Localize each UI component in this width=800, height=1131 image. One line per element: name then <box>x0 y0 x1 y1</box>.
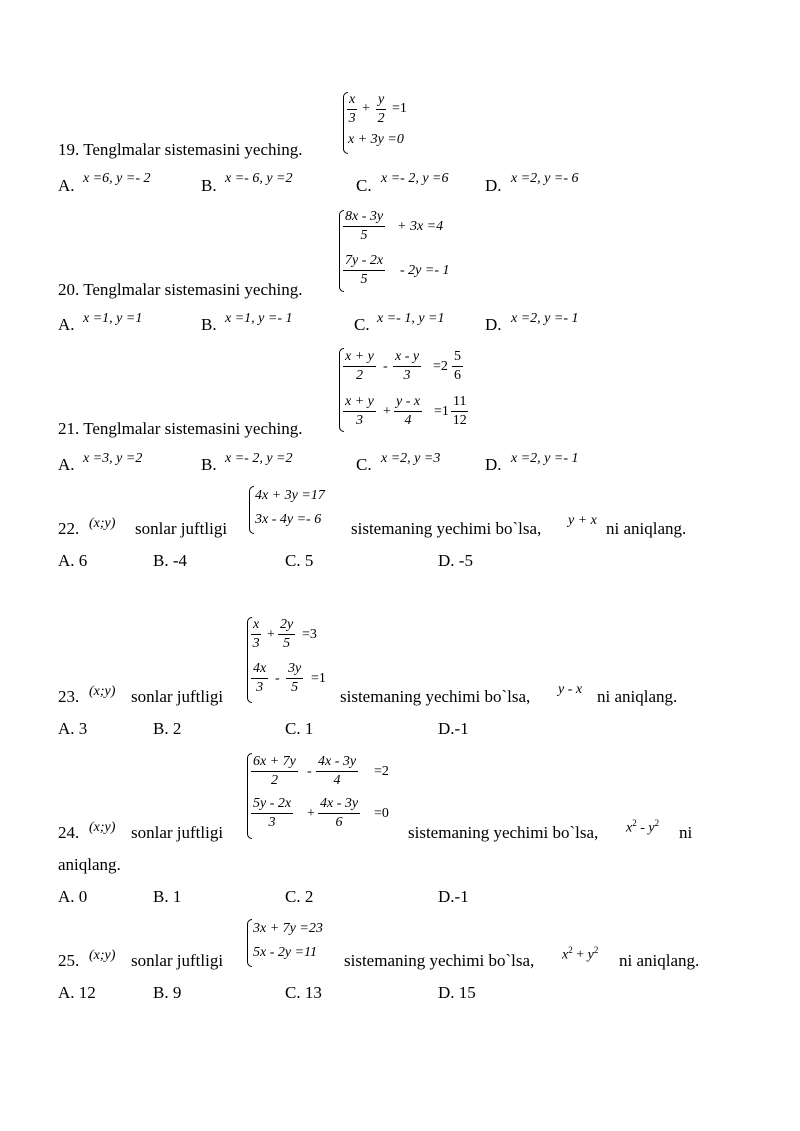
option-c-label[interactable]: C. <box>356 176 372 195</box>
option-b[interactable]: B. -4 <box>153 551 187 570</box>
option-c[interactable]: C. 13 <box>285 983 322 1002</box>
math-rhs: =2 <box>433 359 448 374</box>
math-fraction: 5y - 2x 3 <box>253 796 292 830</box>
target-expression: y + x <box>568 513 597 528</box>
math-rhs: =1 <box>434 404 449 419</box>
math-rhs: =2 <box>374 764 389 779</box>
option-d[interactable]: D. -5 <box>438 551 473 570</box>
option-c[interactable]: x =2, y =3 <box>381 451 441 466</box>
math-fraction: y - x 4 <box>396 394 421 428</box>
system-brace <box>249 486 254 534</box>
target-expression: $x^2 - y^2$ <box>626 818 660 836</box>
option-c[interactable]: C. 5 <box>285 551 314 570</box>
math-operator: + <box>307 806 315 821</box>
math-fraction: 7y - 2x 5 <box>345 253 384 287</box>
math-fraction: 3y 5 <box>288 661 302 695</box>
option-b-label[interactable]: B. <box>201 176 217 195</box>
target-expression: y - x <box>558 682 583 697</box>
math-equation: 3x + 7y =23 <box>253 921 323 936</box>
option-c-label[interactable]: C. <box>356 455 372 474</box>
option-a[interactable]: A. 0 <box>58 887 88 906</box>
option-c[interactable]: C. 1 <box>285 719 314 738</box>
option-c[interactable]: x =- 2, y =6 <box>381 171 449 186</box>
question-text: ni aniqlang. <box>619 951 700 970</box>
target-expression: $x^2 + y^2$ <box>562 945 599 963</box>
question-text: ni <box>679 823 693 842</box>
option-d[interactable]: x =2, y =- 1 <box>511 311 579 326</box>
option-a[interactable]: x =3, y =2 <box>83 451 143 466</box>
question-number: 24. <box>58 823 80 842</box>
math-fraction: x 3 <box>252 617 260 651</box>
math-operator: - <box>307 764 312 779</box>
math-fraction: 2y 5 <box>280 617 294 651</box>
option-c-label[interactable]: C. <box>354 315 370 334</box>
variable-pair: (x;y) <box>89 516 116 531</box>
question-prompt: 20. Tenglmalar sistemasini yeching. <box>58 280 303 299</box>
option-c[interactable]: x =- 1, y =1 <box>377 311 445 326</box>
math-equation: 3x - 4y =- 6 <box>255 512 322 527</box>
question-number: 25. <box>58 951 80 970</box>
math-fraction: x + y 3 <box>345 394 374 428</box>
math-operator: + <box>267 627 275 642</box>
variable-pair: (x;y) <box>89 948 116 963</box>
question-text: sistemaning yechimi bo`lsa, <box>340 687 531 706</box>
question-text: sonlar juftligi <box>131 951 224 970</box>
math-tail: - 2y =- 1 <box>400 263 450 278</box>
question-text: sonlar juftligi <box>135 519 228 538</box>
option-b[interactable]: x =1, y =- 1 <box>225 311 293 326</box>
question-text: sistemaning yechimi bo`lsa, <box>408 823 599 842</box>
math-operator: + <box>362 101 370 116</box>
question-text: ni aniqlang. <box>597 687 678 706</box>
math-fraction: 5 6 <box>454 349 461 383</box>
option-d-label[interactable]: D. <box>485 176 502 195</box>
option-a[interactable]: x =1, y =1 <box>83 311 143 326</box>
option-a[interactable]: A. 3 <box>58 719 88 738</box>
option-b-label[interactable]: B. <box>201 455 217 474</box>
question-number: 23. <box>58 687 80 706</box>
question-prompt: 21. Tenglmalar sistemasini yeching. <box>58 419 303 438</box>
question-text: sonlar juftligi <box>131 687 224 706</box>
option-d[interactable]: D. 15 <box>438 983 476 1002</box>
option-d[interactable]: D.-1 <box>438 719 469 738</box>
option-d[interactable]: x =2, y =- 1 <box>511 451 579 466</box>
option-a-label[interactable]: A. <box>58 176 75 195</box>
math-fraction: 8x - 3y 5 <box>345 209 384 243</box>
math-fraction: 6x + 7y 2 <box>253 754 296 788</box>
option-d-label[interactable]: D. <box>485 315 502 334</box>
system-brace <box>247 919 252 967</box>
option-b[interactable]: B. 1 <box>153 887 182 906</box>
variable-pair: (x;y) <box>89 684 116 699</box>
option-c[interactable]: C. 2 <box>285 887 314 906</box>
option-b[interactable]: x =- 2, y =2 <box>225 451 293 466</box>
option-b[interactable]: x =- 6, y =2 <box>225 171 293 186</box>
option-b[interactable]: B. 9 <box>153 983 182 1002</box>
math-rhs: =0 <box>374 806 389 821</box>
option-b-label[interactable]: B. <box>201 315 217 334</box>
option-a[interactable]: A. 6 <box>58 551 88 570</box>
math-tail: + 3x =4 <box>397 219 444 234</box>
math-rhs: =1 <box>392 101 407 116</box>
math-fraction: x 3 <box>348 92 356 126</box>
question-text: ni aniqlang. <box>606 519 687 538</box>
math-equation: 5x - 2y =11 <box>253 945 317 960</box>
option-d[interactable]: D.-1 <box>438 887 469 906</box>
option-d-label[interactable]: D. <box>485 455 502 474</box>
option-a[interactable]: x =6, y =- 2 <box>83 171 151 186</box>
math-equation: 4x + 3y =17 <box>255 488 325 503</box>
question-text: sonlar juftligi <box>131 823 224 842</box>
question-prompt: 19. Tenglmalar sistemasini yeching. <box>58 140 303 159</box>
math-fraction: y 2 <box>377 92 385 126</box>
math-rhs: =1 <box>311 671 326 686</box>
math-operator: - <box>275 671 280 686</box>
question-number: 22. <box>58 519 80 538</box>
math-equation: x + 3y =0 <box>348 132 404 147</box>
question-text: sistemaning yechimi bo`lsa, <box>351 519 542 538</box>
math-fraction: x + y 2 <box>345 349 374 383</box>
option-a-label[interactable]: A. <box>58 455 75 474</box>
option-d[interactable]: x =2, y =- 6 <box>511 171 579 186</box>
option-a[interactable]: A. 12 <box>58 983 96 1002</box>
math-operator: + <box>383 404 391 419</box>
math-fraction: x - y 3 <box>395 349 420 383</box>
math-fraction: 4x - 3y 4 <box>318 754 357 788</box>
math-fraction: 11 12 <box>452 394 467 428</box>
question-text: aniqlang. <box>58 855 121 874</box>
math-rhs: =3 <box>302 627 317 642</box>
math-fraction: 4x - 3y 6 <box>320 796 359 830</box>
variable-pair: (x;y) <box>89 820 116 835</box>
option-a-label[interactable]: A. <box>58 315 75 334</box>
math-fraction: 4x 3 <box>253 661 267 695</box>
option-b[interactable]: B. 2 <box>153 719 182 738</box>
question-text: sistemaning yechimi bo`lsa, <box>344 951 535 970</box>
math-operator: - <box>383 359 388 374</box>
